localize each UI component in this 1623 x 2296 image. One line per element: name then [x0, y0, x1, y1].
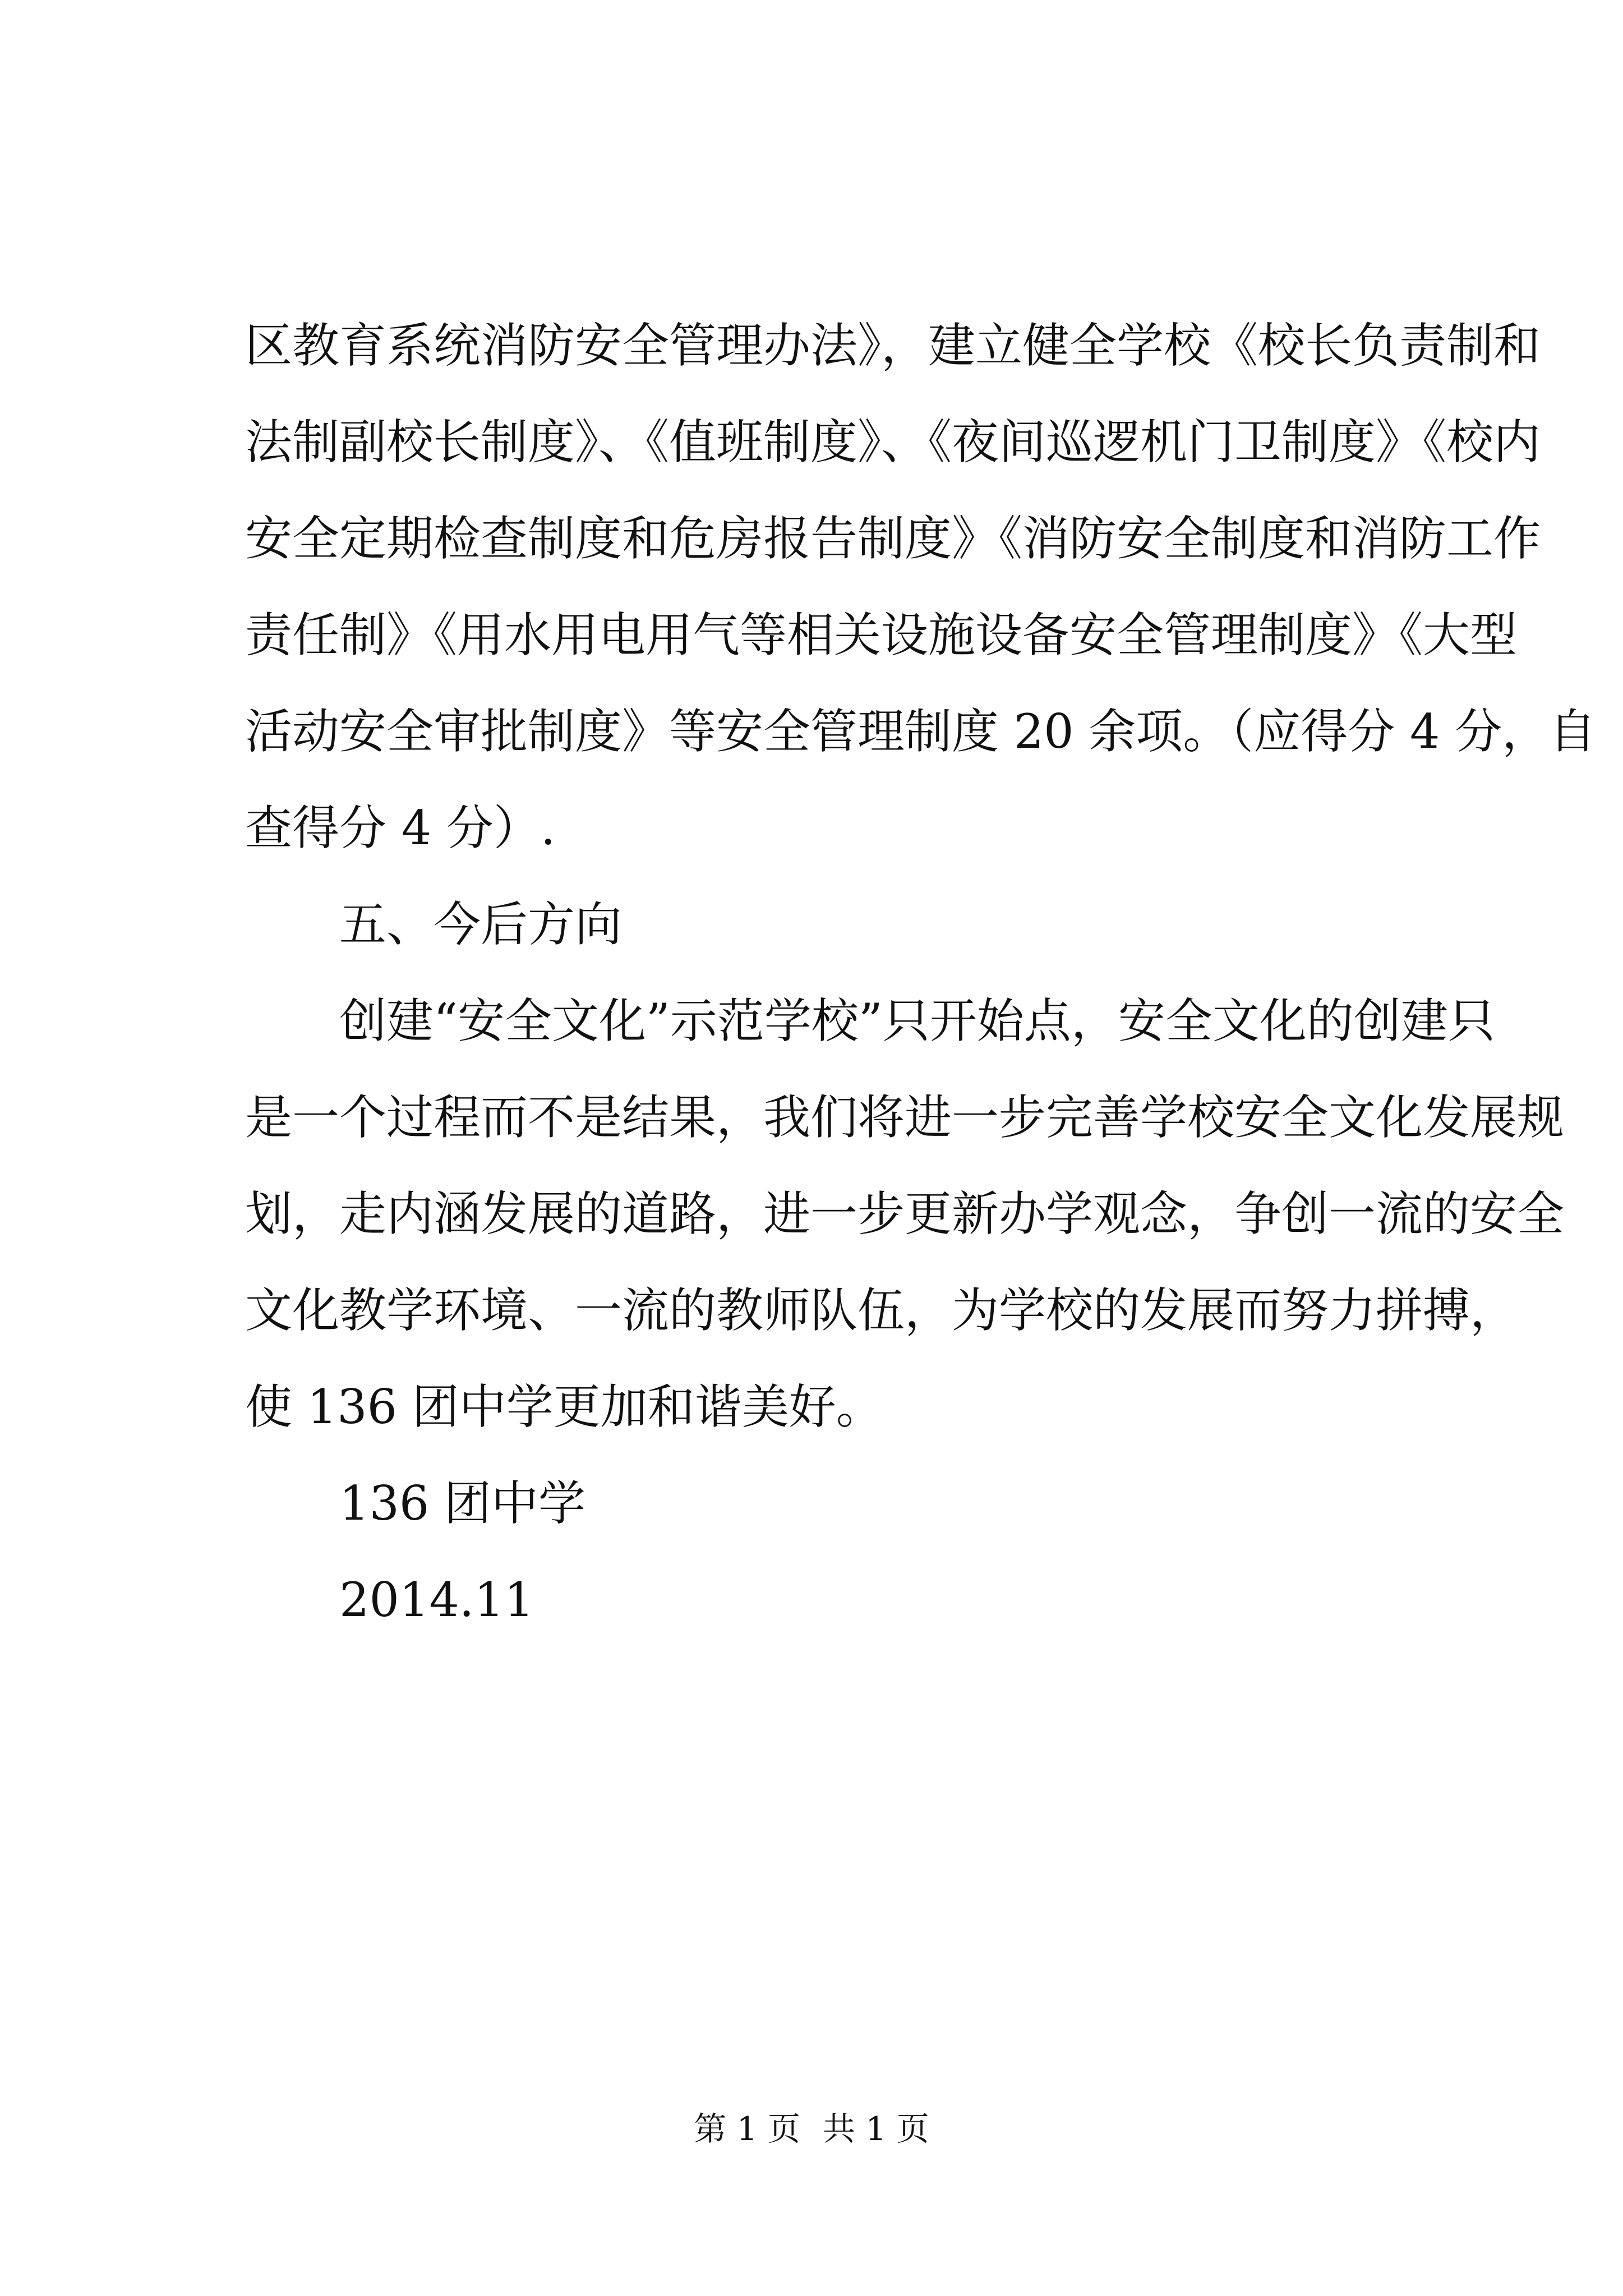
paragraph-line: 是一个过程而不是结果，我们将进一步完善学校安全文化发展规 [245, 1090, 1565, 1145]
paragraph-line: 安全定期检查制度和危房报告制度》《消防安全制度和消防工作 [245, 511, 1541, 566]
paragraph-line: 区教育系统消防安全管理办法》，建立健全学校《校长负责制和 [245, 318, 1541, 373]
paragraph-line: 创建“安全文化”示范学校”只开始点，安全文化的创建只 [339, 993, 1495, 1048]
paragraph-line: 查得分 4 分）. [245, 800, 556, 855]
signature-org: 136 团中学 [339, 1476, 586, 1531]
page-footer [0, 2106, 1623, 2151]
paragraph-line: 使 136 团中学更加和谐美好。 [245, 1379, 883, 1434]
paragraph-line: 文化教学环境、一流的教师队伍，为学校的发展而努力拼搏， [245, 1283, 1518, 1338]
section-heading: 五、今后方向 [339, 897, 623, 952]
page-number: 第 1 页 [694, 2110, 800, 2148]
page-total: 共 1 页 [823, 2110, 929, 2148]
paragraph-line: 活动安全审批制度》等安全管理制度 20 余项。（应得分 4 分，自 [245, 704, 1597, 759]
paragraph-line: 责任制》《用水用电用气等相关设施设备安全管理制度》《大型 [245, 608, 1518, 662]
paragraph-line: 法制副校长制度》、《值班制度》、《夜间巡逻机门卫制度》《校内 [245, 415, 1541, 470]
signature-date: 2014.11 [339, 1572, 534, 1627]
document-body [245, 297, 1597, 1648]
paragraph-line: 划，走内涵发展的道路，进一步更新办学观念，争创一流的安全 [245, 1186, 1565, 1241]
